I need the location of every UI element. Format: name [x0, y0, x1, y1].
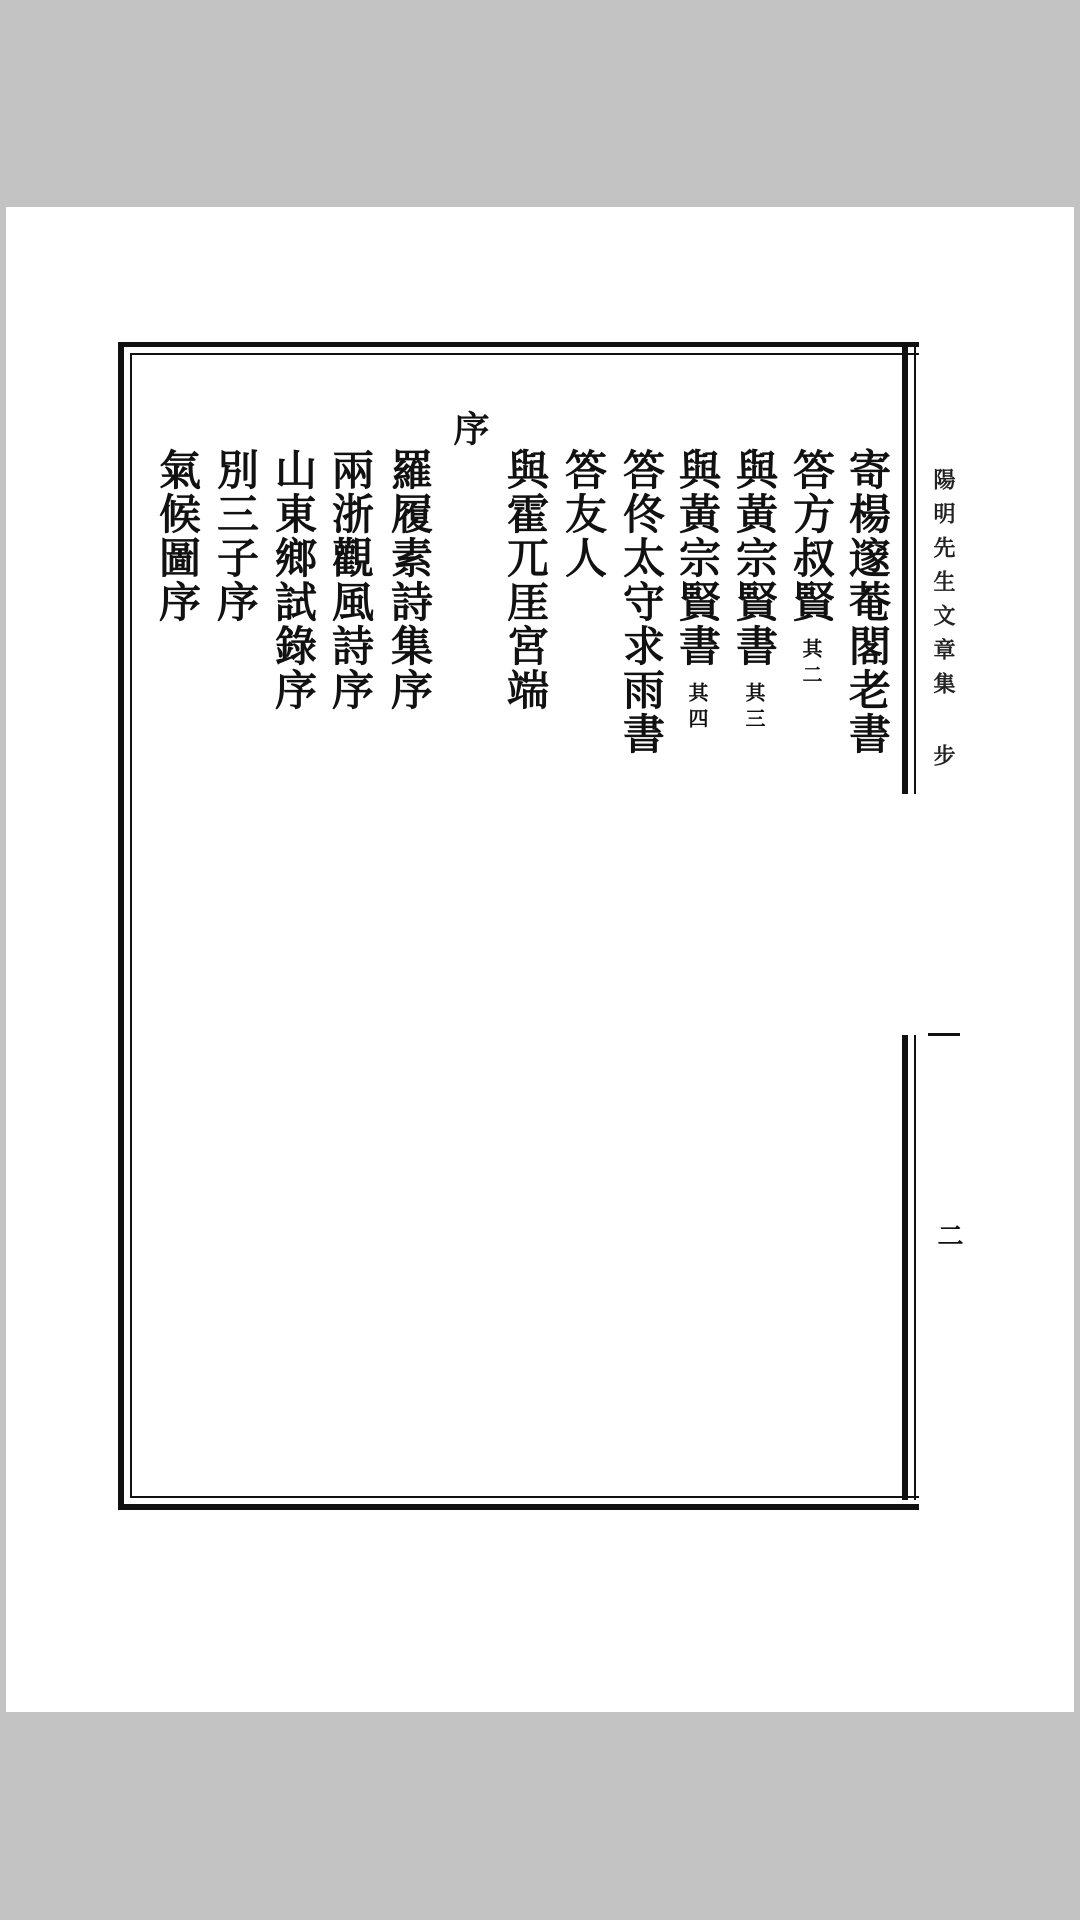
- toc-entry-title: 答友人: [559, 448, 608, 580]
- toc-entry-title: 氣候圖序: [153, 448, 202, 624]
- toc-entry: [501, 448, 550, 726]
- toc-entry-title: 山東鄉試錄序: [269, 448, 318, 712]
- toc-entry: [843, 448, 892, 770]
- toc-entry: [385, 448, 434, 726]
- toc-entry-note: 其三: [742, 682, 766, 734]
- margin-line-upper-thin: [914, 344, 916, 794]
- toc-entry-title: 別三子序: [211, 448, 260, 624]
- inner-border-top: [130, 353, 919, 355]
- toc-entry: [269, 448, 318, 726]
- running-head: [928, 468, 959, 778]
- toc-entry: [559, 448, 608, 594]
- toc-entry: [787, 448, 836, 690]
- toc-entry: [326, 448, 375, 726]
- running-head-title: 陽明先生文章集: [930, 468, 956, 744]
- running-head-mark: 步: [930, 744, 956, 778]
- margin-line-lower-thick: [902, 1035, 908, 1500]
- section-heading: 序: [448, 410, 490, 446]
- toc-entry-title: 與黃宗賢書: [673, 448, 722, 668]
- toc-entry-title: 答方叔賢: [787, 448, 836, 624]
- toc-entry-title: 答佟太守求雨書: [617, 448, 666, 756]
- toc-entry-title: 羅履素詩集序: [385, 448, 434, 712]
- inner-border-bottom: [130, 1496, 919, 1498]
- margin-line-lower-thin: [914, 1035, 916, 1500]
- toc-entry-title: 兩浙觀風詩序: [326, 448, 375, 712]
- toc-entry-title: 與黃宗賢書: [730, 448, 779, 668]
- toc-entry-note: 其二: [799, 638, 823, 690]
- toc-entry: [211, 448, 260, 638]
- toc-entry-title: 寄楊邃菴閣老書: [843, 448, 892, 756]
- toc-entry: [730, 448, 779, 734]
- inner-border-left: [130, 353, 132, 1498]
- toc-entry: [153, 448, 202, 638]
- toc-entry-title: 與霍兀厓宮端: [501, 448, 550, 712]
- page-number: 二: [933, 1222, 963, 1248]
- toc-entry: [617, 448, 666, 770]
- margin-line-upper-thick: [902, 344, 908, 794]
- fish-tail-tick: [928, 1033, 960, 1036]
- toc-entry: [673, 448, 722, 734]
- toc-entry-note: 其四: [685, 682, 709, 734]
